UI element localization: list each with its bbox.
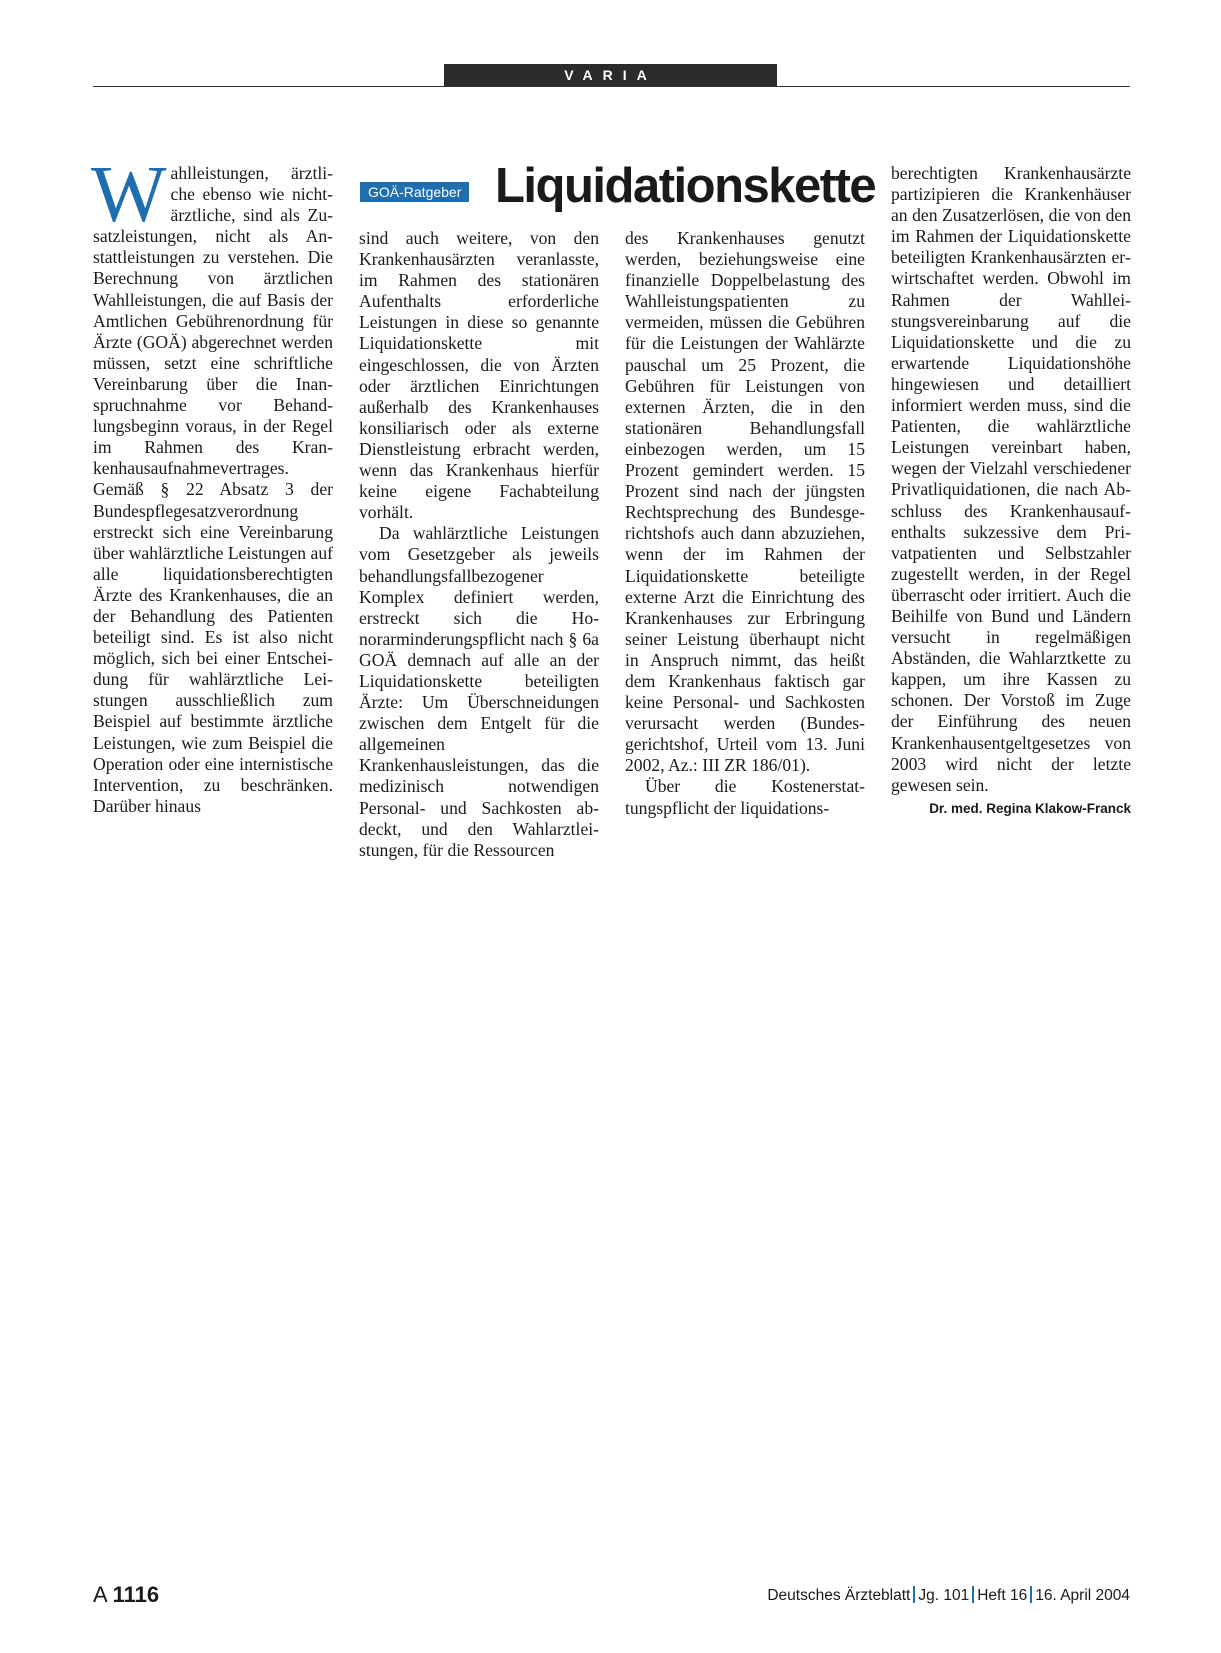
top-rule <box>93 86 1130 87</box>
journal-issue: Heft 16 <box>977 1587 1028 1604</box>
article-column-2 <box>359 228 599 861</box>
separator <box>972 1586 974 1603</box>
page-number <box>93 1582 159 1608</box>
page-number-value: 1116 <box>112 1582 160 1607</box>
separator <box>1030 1586 1032 1603</box>
article-column-4 <box>891 163 1131 819</box>
journal-name: Deutsches Ärzteblatt <box>767 1587 911 1604</box>
column-text: ahlleistungen, ärztliche ebenso wie nichtärztliche, sind als Zusatzleistungen, nicht als Anstattleistungen zu verstehen. Die Berechnung von ärztlichen Wahlleistungen, die auf Basis der Amtlichen Gebührenordnung für Ärzte (GOÄ) abgerechnet werden müssen, setzt eine schriftliche Vereinbarung über die Inanspruchnahme vor Behandlungsbeginn voraus, in der Regel im Rahmen des Krankenhausaufnahmevertrages. Gemäß § 22 Absatz 3 der Bundespflegesatzverordnung erstreckt sich eine Vereinbarung über wahlärztliche Leistungen auf alle liquidationsberechtigten Ärzte des Krankenhauses, die an der Behandlung des Patienten beteiligt sind. Es ist also nicht möglich, sich bei einer Entscheidung für wahlärztliche Leistungen ausschließlich zum Beispiel auf bestimmte ärztliche Leistungen, wie zum Beispiel die Operation oder eine internistische Intervention, zu beschränken. Darüber hinaus <box>93 163 333 816</box>
paragraph: Da wahlärztliche Leistungen vom Gesetzgeber als jeweils behandlungsfallbezogener Komplex definiert werden, erstreckt sich die Honorarminderungspflicht nach § 6a GOÄ demnach auf alle an der Liquidationskette beteiligten Ärzte: Um Überschneidungen zwischen dem Entgelt für die allgemeinen Krankenhausleistungen, das die medizinisch notwendigen Personal- und Sachkosten abdeckt, und den Wahlarztleistungen, für die Ressourcen <box>359 523 599 860</box>
paragraph <box>91 151 333 817</box>
journal-volume: Jg. 101 <box>918 1587 970 1604</box>
column-label: GOÄ-Ratgeber <box>360 182 469 202</box>
paragraph: berechtigten Krankenhausärzte partizipieren die Krankenhäuser an den Zusatzerlösen, die von den im Rahmen der Liquidationskette beteiligten Krankenhausärzten erwirtschaftet werden. Obwohl im Rahmen der Wahlleistungsvereinbarung auf die Liquidationskette und die zu erwartende Liquidationshöhe hingewiesen und detailliert informiert werden muss, sind die Patienten, die wahlärztliche Leistungen vereinbart haben, wegen der Vielzahl verschiedener Privatliquidationen, die nach Abschluss des Krankenhausaufenthalts sukzessive dem Privatpatienten und Selbstzahler zugestellt werden, in der Regel überrascht oder irritiert. Auch die Beihilfe von Bund und Ländern versucht in regelmäßigen Abständen, die Wahlarztkette zu kappen, um ihre Kassen zu schonen. Der Vorstoß im Zuge der Einführung des neuen Krankenhausentgeltgesetzes von 2003 wird nicht der letzte gewesen sein. <box>891 163 1131 795</box>
journal-date: 16. April 2004 <box>1035 1587 1130 1604</box>
article-column-3 <box>625 228 865 819</box>
journal-footer <box>767 1586 1130 1606</box>
separator <box>913 1586 915 1603</box>
page-prefix: A <box>93 1582 107 1607</box>
paragraph: sind auch weitere, von den Krankenhausärzten veranlasste, im Rahmen des stationären Aufenthalts erforderliche Leistungen in diese so genannte Liquidationskette mit eingeschlossen, die von Ärzten oder ärztlichen Einrichtungen außerhalb des Krankenhauses konsiliarisch oder als externe Dienstleistung erbracht werden, wenn das Krankenhaus hierfür keine eigene Fachabteilung vorhält. <box>359 228 599 523</box>
section-header: VARIA <box>444 64 777 86</box>
article-title: Liquidationskette <box>495 159 876 213</box>
drop-cap: W <box>91 151 167 239</box>
paragraph: des Krankenhauses genutzt werden, beziehungsweise eine finanzielle Doppelbelastung des Wahlleistungspatienten zu vermeiden, müssen die Gebühren für die Leistungen der Wahlärzte pauschal um 25 Prozent, die Gebühren für Leistungen von externen Ärzten, die in den stationären Behandlungsfall einbezogen werden, um 15 Prozent gemindert werden. 15 Prozent sind nach der jüngsten Rechtsprechung des Bundesgerichtshofs auch dann abzuziehen, wenn der im Rahmen der Liquidationskette beteiligte externe Arzt die Einrichtung des Krankenhauses zur Erbringung seiner Leistung überhaupt nicht in Anspruch nimmt, das heißt dem Krankenhaus faktisch gar keine Personal- und Sachkosten verursacht werden (Bundesgerichtshof, Urteil vom 13. Juni 2002, Az.: III ZR 186/01). <box>625 228 865 776</box>
article-column-1 <box>91 151 333 817</box>
author-byline: Dr. med. Regina Klakow-Franck <box>929 800 1131 816</box>
paragraph: Über die Kostenerstattungspflicht der liquidations- <box>625 776 865 818</box>
